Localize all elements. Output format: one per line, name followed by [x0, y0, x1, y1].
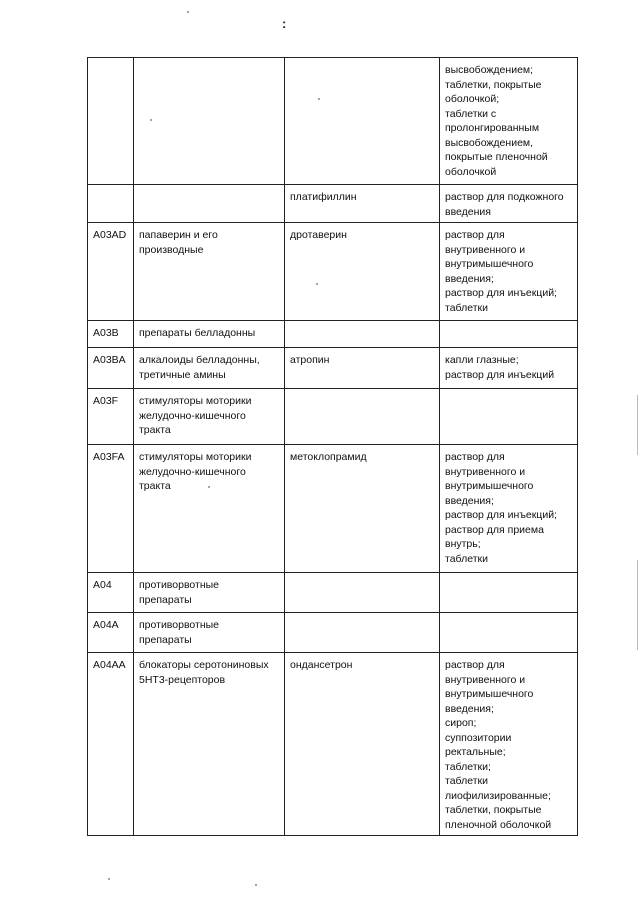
scan-artifact [187, 11, 189, 13]
scan-artifact [208, 486, 210, 488]
table-row [88, 653, 578, 836]
table-row [88, 613, 578, 653]
scan-artifact [150, 119, 152, 121]
inn-cell: ондансетрон [285, 653, 440, 836]
inn-cell [285, 613, 440, 653]
atc-code-cell: A03AD [88, 223, 134, 321]
drug-table [87, 57, 578, 836]
scan-edge-line [637, 560, 638, 650]
pharmacological-group-cell: препараты белладонны [134, 321, 285, 348]
scan-edge-line [637, 395, 638, 455]
dosage-form-cell: раствор для внутривенного и внутримышечного введения; сироп; суппозитории ректальные; таблетки; таблетки лиофилизированные; таблетки, покрытые пленочной оболочкой [440, 653, 578, 836]
pharmacological-group-cell: противорвотные препараты [134, 573, 285, 613]
dosage-form-cell: высвобождением; таблетки, покрытые оболочкой; таблетки с пролонгированным высвобождением, покрытые пленочной оболочкой [440, 58, 578, 185]
scan-artifact [316, 283, 318, 285]
atc-code-cell: A03FA [88, 445, 134, 573]
inn-cell: платифиллин [285, 185, 440, 223]
scan-artifact [255, 884, 257, 886]
table-row [88, 223, 578, 321]
inn-cell [285, 389, 440, 445]
table-row [88, 573, 578, 613]
pharmacological-group-cell: папаверин и его производные [134, 223, 285, 321]
table-row [88, 185, 578, 223]
inn-cell [285, 573, 440, 613]
inn-cell: атропин [285, 348, 440, 389]
atc-code-cell [88, 185, 134, 223]
dosage-form-cell [440, 321, 578, 348]
table-row [88, 445, 578, 573]
dosage-form-cell: раствор для внутривенного и внутримышечного введения; раствор для инъекций; раствор для приема внутрь; таблетки [440, 445, 578, 573]
inn-cell: метоклопрамид [285, 445, 440, 573]
atc-code-cell: A03BA [88, 348, 134, 389]
atc-code-cell [88, 58, 134, 185]
dosage-form-cell: раствор для внутривенного и внутримышечного введения; раствор для инъекций; таблетки [440, 223, 578, 321]
pharmacological-group-cell: стимуляторы моторики желудочно-кишечного тракта [134, 445, 285, 573]
table-row [88, 321, 578, 348]
table-row [88, 58, 578, 185]
atc-code-cell: A04 [88, 573, 134, 613]
pharmacological-group-cell: блокаторы серотониновых 5HT3-рецепторов [134, 653, 285, 836]
dosage-form-cell: раствор для подкожного введения [440, 185, 578, 223]
atc-code-cell: A04AA [88, 653, 134, 836]
pharmacological-group-cell: стимуляторы моторики желудочно-кишечного тракта [134, 389, 285, 445]
dosage-form-cell [440, 613, 578, 653]
dosage-form-cell: капли глазные; раствор для инъекций [440, 348, 578, 389]
page-marker: : [282, 16, 287, 31]
dosage-form-cell [440, 389, 578, 445]
pharmacological-group-cell: алкалоиды белладонны, третичные амины [134, 348, 285, 389]
pharmacological-group-cell [134, 185, 285, 223]
atc-code-cell: A04A [88, 613, 134, 653]
inn-cell [285, 58, 440, 185]
inn-cell [285, 321, 440, 348]
table-row [88, 348, 578, 389]
dosage-form-cell [440, 573, 578, 613]
inn-cell: дротаверин [285, 223, 440, 321]
atc-code-cell: A03F [88, 389, 134, 445]
pharmacological-group-cell: противорвотные препараты [134, 613, 285, 653]
scan-artifact [318, 98, 320, 100]
scan-artifact [108, 878, 110, 880]
atc-code-cell: A03B [88, 321, 134, 348]
table-row [88, 389, 578, 445]
pharmacological-group-cell [134, 58, 285, 185]
